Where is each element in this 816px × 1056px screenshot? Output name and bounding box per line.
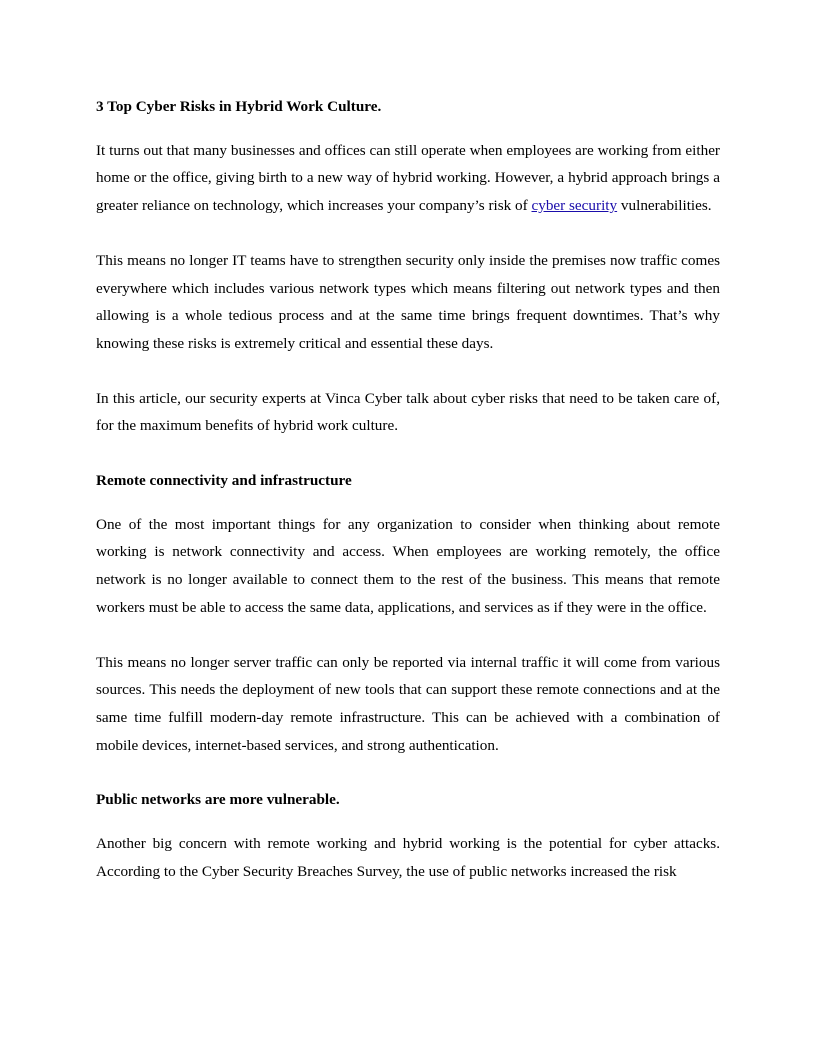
intro-paragraph-1-text-after: vulnerabilities. — [617, 197, 712, 215]
document-title: 3 Top Cyber Risks in Hybrid Work Culture. — [96, 98, 382, 115]
intro-paragraph-1-text-before: It turns out that many businesses and offices can still operate when employees are working from either home or the office, giving birth to a new way of hybrid working. However, a hybrid approach brings a greater reliance on technology, which increases your company’s risk of — [96, 141, 720, 215]
intro-paragraph-2: This means no longer IT teams have to strengthen security only inside the premises now traffic comes everywhere which includes various network types which means filtering out network types and then allowing is a whole tedious process and at the same time brings frequent downtimes. That’s why knowing these risks is extremely critical and essential these days. — [96, 251, 720, 352]
section1-paragraph-2: This means no longer server traffic can only be reported via internal traffic it will come from various sources. This needs the deployment of new tools that can support these remote connections and at the same time fulfill modern-day remote infrastructure. This can be achieved with a combination of mobile devices, internet-based services, and strong authentication. — [96, 653, 720, 754]
section2-paragraph-1: Another big concern with remote working and hybrid working is the potential for cyber attacks. According to the Cyber Security Breaches Survey, the use of public networks increased the risk — [96, 835, 720, 880]
document-page — [96, 93, 720, 885]
intro-paragraph-3: In this article, our security experts at Vinca Cyber talk about cyber risks that need to be taken care of, for the maximum benefits of hybrid work culture. — [96, 389, 720, 435]
section-heading-remote-connectivity: Remote connectivity and infrastructure — [96, 472, 352, 490]
intro-paragraph-1 — [96, 137, 720, 220]
cyber-security-link[interactable]: cyber security — [531, 197, 618, 215]
section-heading-public-networks: Public networks are more vulnerable. — [96, 791, 340, 809]
section1-paragraph-1: One of the most important things for any organization to consider when thinking about remote working is network connectivity and access. When employees are working remotely, the office network is no longer available to connect them to the rest of the business. This means that remote workers must be able to access the same data, applications, and services as if they were in the office. — [96, 515, 720, 616]
